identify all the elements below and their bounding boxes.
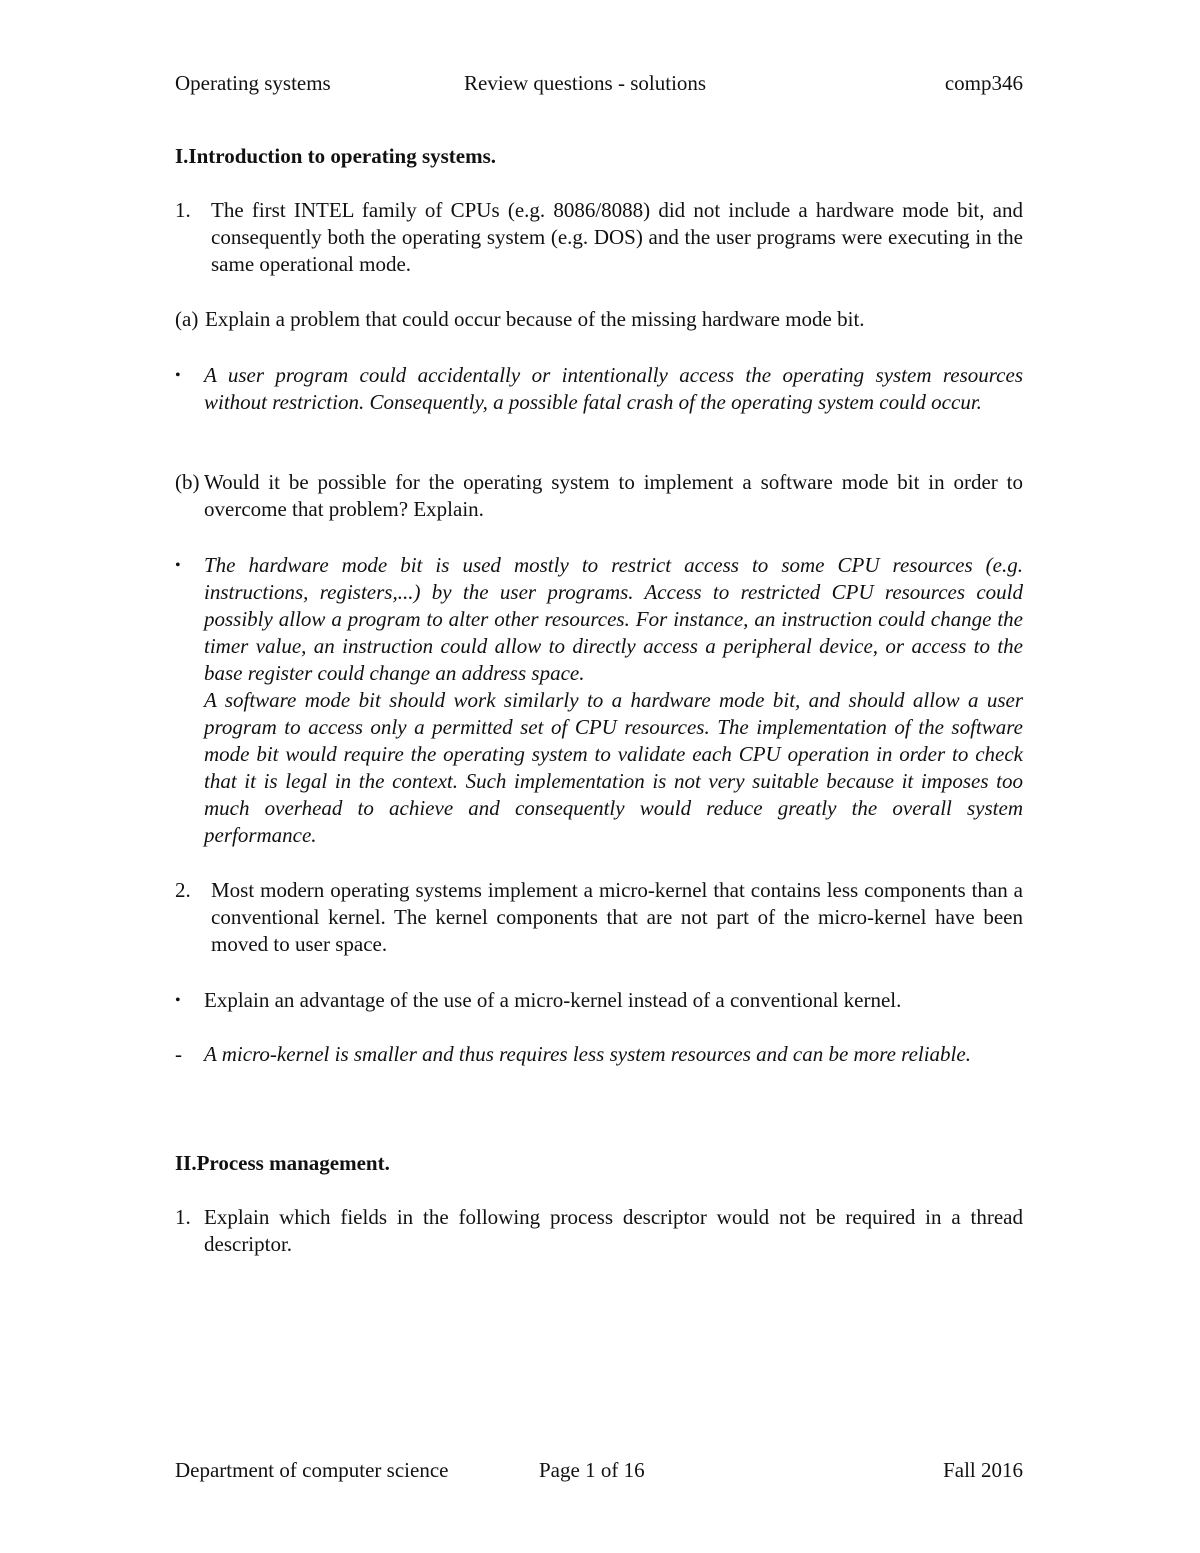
footer-term: Fall 2016	[943, 1458, 1023, 1482]
header-document-title: Review questions - solutions	[464, 71, 707, 95]
answer-paragraph-1: The hardware mode bit is used mostly to restrict access to some CPU resources (e.g. instructions, registers,...) by the user programs. Access to restricted CPU resources could possibly allow a program to alter other resources. For instance, an instruction could change the timer value, an instruction could allow to directly access a peripheral device, or access to the base register could change an address space.	[204, 553, 1023, 685]
question-number: 1.	[175, 198, 191, 222]
section-title-process-management: II.Process management.	[175, 1151, 390, 1175]
answer-2	[175, 1041, 1023, 1068]
header-course-code: comp346	[944, 71, 1023, 95]
question-number: 2.	[175, 878, 191, 902]
header-course-name: Operating systems	[175, 71, 331, 95]
footer-department: Department of computer science	[175, 1458, 449, 1482]
question-text: Most modern operating systems implement a micro-kernel that contains less components than a conventional kernel. The kernel components that are not part of the micro-kernel have been moved to user space.	[211, 878, 1023, 956]
answer-1a	[175, 362, 1023, 416]
answer-text: A user program could accidentally or intentionally access the operating system resources without restriction. Consequently, a possible fatal crash of the operating system could occur.	[204, 363, 1023, 414]
section-title-introduction: I.Introduction to operating systems.	[175, 144, 497, 168]
bullet-icon: •	[175, 367, 181, 384]
section2-question-1	[175, 1204, 1023, 1258]
question-2-prompt	[175, 987, 1023, 1014]
question-1b	[175, 469, 1023, 523]
bullet-icon: •	[175, 992, 181, 1009]
question-text: Explain an advantage of the use of a micro-kernel instead of a conventional kernel.	[204, 988, 902, 1012]
question-text: Would it be possible for the operating system to implement a software mode bit in order to overcome that problem? Explain.	[204, 470, 1023, 521]
question-1	[175, 197, 1023, 278]
bullet-icon: •	[175, 557, 181, 574]
footer-page-number: Page 1 of 16	[539, 1458, 645, 1482]
answer-1b	[175, 552, 1023, 849]
page-footer	[175, 1457, 1023, 1487]
question-label: (a)	[175, 307, 199, 331]
question-label: (b)	[175, 470, 200, 494]
dash-marker: -	[175, 1042, 182, 1066]
question-number: 1.	[175, 1205, 191, 1229]
question-text: Explain which fields in the following process descriptor would not be required in a thread descriptor.	[204, 1205, 1023, 1256]
question-text: The first INTEL family of CPUs (e.g. 8086/8088) did not include a hardware mode bit, and consequently both the operating system (e.g. DOS) and the user programs were executing in the same operational mode.	[211, 198, 1023, 276]
question-1a	[175, 306, 1023, 333]
page-header	[175, 70, 1023, 100]
question-text: Explain a problem that could occur because of the missing hardware mode bit.	[205, 307, 865, 331]
question-2	[175, 877, 1023, 958]
answer-text: A micro-kernel is smaller and thus requires less system resources and can be more reliable.	[204, 1042, 971, 1066]
answer-paragraph-2: A software mode bit should work similarly to a hardware mode bit, and should allow a user program to access only a permitted set of CPU resources. The implementation of the software mode bit would require the operating system to validate each CPU operation in order to check that it is legal in the context. Such implementation is not very suitable because it imposes too much overhead to achieve and consequently would reduce greatly the overall system performance.	[204, 688, 1023, 847]
